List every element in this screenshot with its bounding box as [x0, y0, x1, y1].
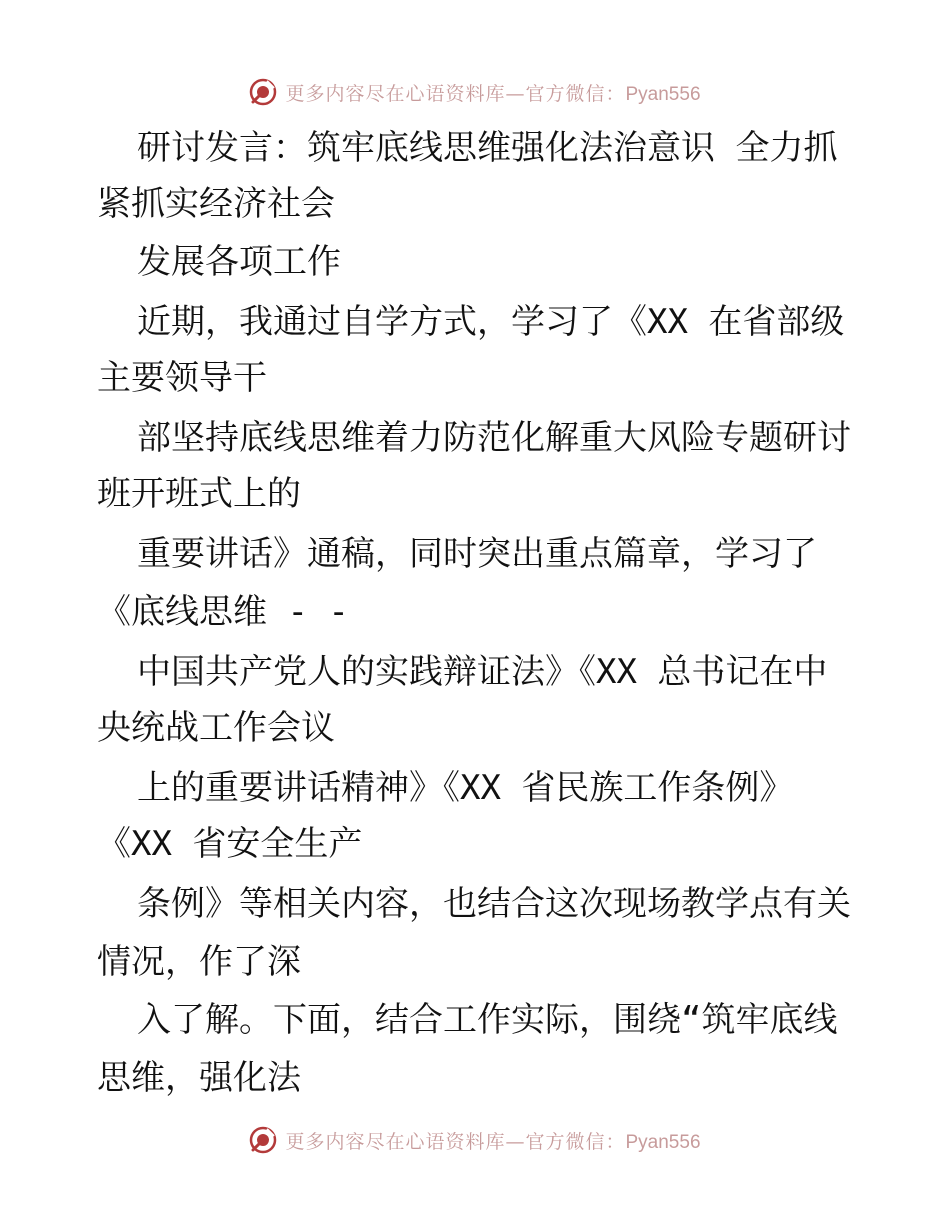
watermark-banner-top — [0, 72, 950, 112]
text-line: 中国共产党人的实践辩证法》《XX 总书记在中 — [137, 652, 828, 692]
watermark-text: 更多内容尽在心语资料库—官方微信：Pyan556 — [285, 1130, 701, 1153]
text-line: 思维，强化法 — [97, 1058, 301, 1098]
text-line: 紧抓实经济社会 — [97, 184, 335, 224]
pen-logo-icon — [249, 1126, 277, 1154]
watermark-text: 更多内容尽在心语资料库—官方微信：Pyan556 — [285, 82, 701, 105]
text-line: 班开班式上的 — [97, 474, 301, 514]
text-line: 近期，我通过自学方式，学习了《XX 在省部级 — [137, 302, 845, 342]
text-line: 研讨发言：筑牢底线思维强化法治意识 全力抓 — [137, 128, 838, 168]
text-line: 《底线思维 - - — [97, 592, 349, 632]
wechat-id: Pyan556 — [625, 1131, 701, 1153]
text-line: 上的重要讲话精神》《XX 省民族工作条例》 — [137, 768, 794, 808]
wechat-id: Pyan556 — [625, 83, 701, 105]
text-line: 央统战工作会议 — [97, 708, 335, 748]
text-line: 重要讲话》通稿，同时突出重点篇章，学习了 — [137, 534, 817, 574]
text-line: 情况，作了深 — [97, 942, 301, 982]
text-line: 部坚持底线思维着力防范化解重大风险专题研讨 — [137, 418, 851, 458]
text-line: 《XX 省安全生产 — [97, 824, 363, 864]
text-line: 主要领导干 — [97, 358, 267, 398]
watermark-banner-bottom — [0, 1120, 950, 1160]
text-line: 发展各项工作 — [137, 242, 341, 282]
text-line: 条例》等相关内容，也结合这次现场教学点有关 — [137, 884, 851, 924]
pen-logo-icon — [249, 78, 277, 106]
text-line: 入了解。下面，结合工作实际，围绕“筑牢底线 — [137, 1000, 838, 1040]
